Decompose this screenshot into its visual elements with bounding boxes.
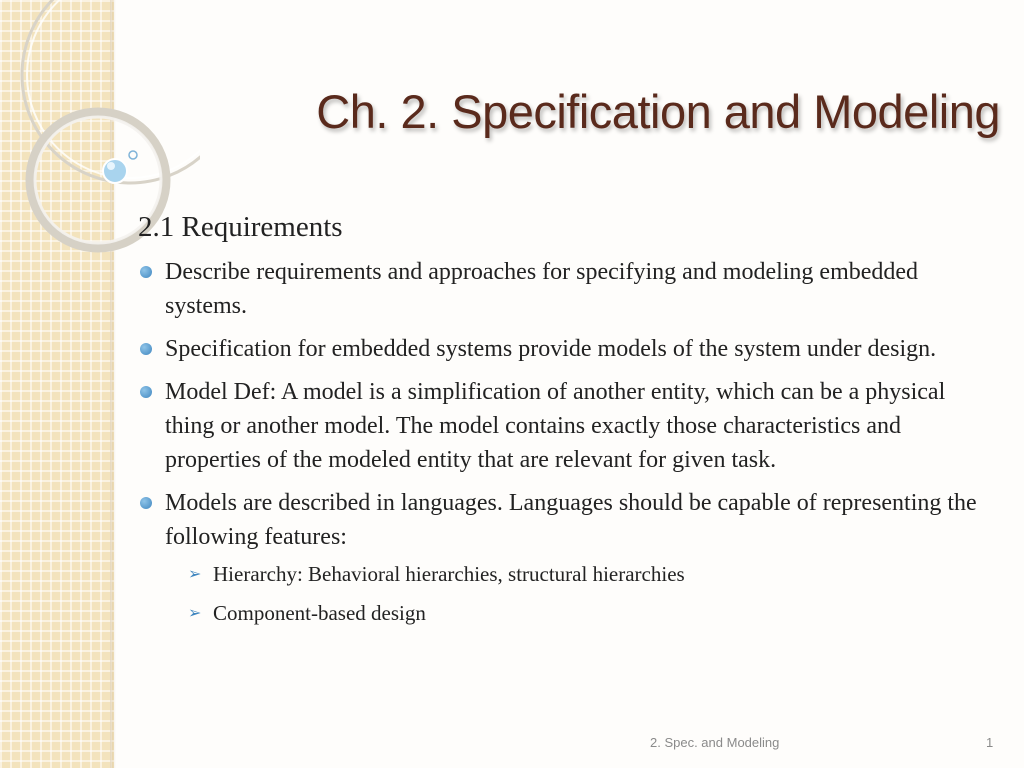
bullet-dot-icon (140, 386, 152, 398)
list-item (138, 255, 988, 323)
bullet-text: Specification for embedded systems provide models of the system under design. (165, 335, 937, 362)
bullet-text: Models are described in languages. Languages should be capable of representing the following features: (165, 489, 977, 550)
sub-bullet-text: Hierarchy: Behavioral hierarchies, structural hierarchies (213, 561, 685, 586)
sub-list-item (186, 560, 988, 588)
bullet-text: Model Def: A model is a simplification of another entity, which can be a physical thing or another model. The model contains exactly those characteristics and properties of the modeled entity that are relevant for given task. (165, 378, 946, 473)
bullet-dot-icon (140, 343, 152, 355)
sub-list-item (186, 599, 988, 627)
footer-title: 2. Spec. and Modeling (650, 735, 780, 750)
bullet-dot-icon (140, 497, 152, 509)
bullet-text: Describe requirements and approaches for specifying and modeling embedded systems. (165, 258, 919, 319)
sub-bullet-text: Component-based design (213, 600, 426, 625)
slide-title: Ch. 2. Specification and Modeling (316, 85, 1000, 138)
arrow-right-icon: ➢ (188, 563, 202, 583)
list-item (138, 332, 988, 366)
list-item (138, 486, 988, 627)
bullet-dot-icon (140, 266, 152, 278)
list-item (138, 375, 988, 477)
arrow-right-icon: ➢ (188, 602, 202, 622)
bullet-list (138, 255, 988, 627)
slide-body (138, 210, 988, 638)
section-heading: 2.1 Requirements (138, 211, 343, 243)
page-number: 1 (986, 735, 994, 750)
sub-bullet-list (138, 560, 988, 627)
